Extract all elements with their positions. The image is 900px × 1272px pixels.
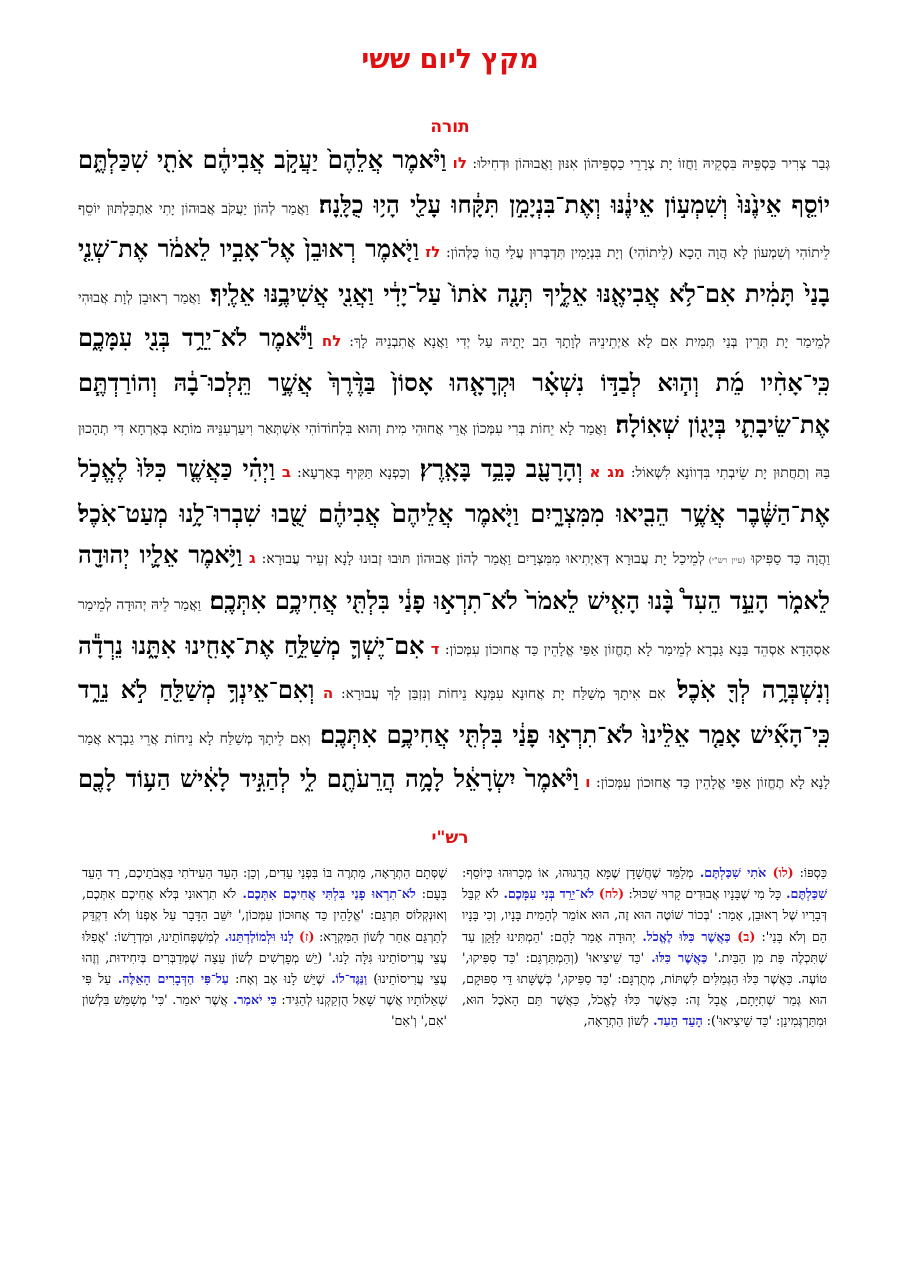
rashi-heading-phrase: לֹא־יֵרֵד בְּנִי עִמָּכֶם.	[498, 886, 594, 902]
rashi-heading-phrase: כַּאֲשֶׁר כִּלּוּ לֶאֱכֹל.	[635, 928, 731, 944]
verse-text: וַיֹּ֤אמֶר רְאוּבֵן֙ אֶל־אָבִ֣יו לֵאמֹ֔ר אֶת־שְׁנֵ֤י בָנַי֙ תָּמִ֔ית אִם־לֹ֥א אֲבִיאֶ֖נּוּ אֵלֶ֑יךָ תְּנָ֤ה אֹתוֹ֙ עַל־יָדִ֔י וַאֲנִ֖י אֲשִׁיבֶ֥נּוּ אֵלֶֽיךָ׃	[78, 234, 830, 308]
reference-note: (עיין רש"י)	[704, 556, 746, 566]
commentary-text: כָּל מִי שֶׁבָּנָיו אֲבוּדִים קָרוּי שַׁכּוּל:	[624, 886, 782, 902]
rashi-heading-phrase: שִׁכַּלְתֶּם.	[781, 886, 827, 902]
verse-number: לח	[313, 332, 342, 351]
targum-text: וַאֲמַר לָא יֵחוֹת בְּרִי עִמְּכוֹן אֲרֵי אֲחוּהִי מִית וְהוּא בִּלְחוֹדוֹהִי אִשְׁתְּאַר וִיעַרְעִנֵּיהּ מוֹתָא בְּאָרְחָא דִּי תְהָכוּן בַּהּ וְתַחֲתוּן יָת שֵׂיבְתִי בִּדְווֹנָא לִשְׁאוֹל:	[78, 420, 830, 482]
verse-text: וַיְהִ֗י כַּאֲשֶׁ֤ר כִּלּוּ֙ לֶאֱכֹ֣ל אֶת־הַשֶּׁ֔בֶר אֲשֶׁ֥ר הֵבִ֖יאוּ מִמִּצְרָ֑יִם וַיֹּ֤אמֶר אֲלֵיהֶם֙ אֲבִיהֶ֔ם שֻׁ֖בוּ שִׁבְרוּ־לָ֥נוּ מְעַט־אֹֽכֶל׃	[78, 454, 830, 528]
commentary-text: לֹא תִרְאוּנִי בְּלֹא אֲחִיכֶם אִתְּכֶם, וְאוּנְקְלוֹס תִּרְגֵּם: 'אֱלָהֵין כַּד אֲחוּכוֹן עִמְּכוֹן,' יִשֵּׁב הַדָּבָר עַל אָפְנוֹ וְלֹא דִקְדֵּק לְתַרְגֵּם אַחַר לְשׁוֹן הַמִּקְרָא:	[82, 886, 447, 944]
rashi-heading-phrase: אֹתִי שִׁכַּלְתֶּם.	[693, 865, 767, 880]
commentary-text: מְלַמֵּד שֶׁחֲשָׁדָן שֶׁמָּא הֲרָגוּהוּ, אוֹ מְכָרוּהוּ כְּיוֹסֵף:	[462, 865, 694, 880]
rashi-heading-phrase: עַל־פִּי הַדְּבָרִים הָאֵלֶּה.	[111, 971, 229, 987]
verse-text: וַיֹּ֕אמֶר לֹא־יֵרֵ֥ד בְּנִ֖י עִמָּכֶ֑ם כִּֽי־אָחִ֨יו מֵ֜ת וְה֧וּא לְבַדּ֣וֹ נִשְׁאָ֗ר וּקְרָאָ֤הוּ אָסוֹן֙ בַּדֶּ֨רֶךְ֙ אֲשֶׁ֣ר תֵּֽלְכוּ־בָ֔הּ וְהוֹרַדְתֶּ֧ם אֶת־שֵׂיבָתִ֛י בְּיָג֖וֹן שְׁאֽוֹלָה׃	[78, 323, 830, 439]
targum-text: לְמֵיכַל יָת עֲבוּרָא דְּאַיְתִיאוּ מִמִּצְרָיִם וַאֲמַר לְהוֹן אֲבוּהוֹן תּוּבוּ זְבוּנוּ לָנָא זְעֵיר עֲבוּרָא:	[255, 551, 705, 568]
rashi-verse-number: (לו)	[766, 865, 794, 880]
verse-number: ד	[424, 639, 440, 658]
verse-text	[78, 809, 830, 810]
verse-text: וְאִם־אֵינְךָ֥ מְשַׁלֵּ֖חַ לֹ֣א נֵרֵ֑ד כִּֽי־הָאִ֞ישׁ אָמַ֤ר אֵלֵ֨ינוּ֙ לֹא־תִרְא֣וּ פָנַ֔י בִּלְתִּ֖י אֲחִיכֶ֥ם אִתְּכֶֽם׃	[78, 675, 830, 749]
rashi-heading-phrase: כִּי יֹאמַר.	[227, 992, 277, 1008]
verse-text: וַיֹּ֥אמֶר אֵלָ֛יו יְהוּדָ֖ה לֵאמֹ֑ר הָעֵ֣ד הֵעִד֩ בָּ֨נוּ הָאִ֤ישׁ לֵאמֹר֙ לֹא־תִרְא֣וּ פָנַ֔י בִּלְתִּ֖י אֲחִיכֶ֥ם אִתְּכֶֽם׃	[78, 540, 830, 615]
rashi-column-right	[462, 862, 827, 1257]
rashi-heading-phrase: לָנוּ וּלְמוֹלַדְתֵּנוּ.	[219, 928, 294, 944]
verse-number: ו	[578, 773, 591, 792]
targum-text: וְכַפְנָא תַּקִּיף בְּאַרְעָא:	[290, 465, 410, 482]
rashi-verse-number: (לח)	[593, 886, 625, 902]
targum-text: וַאֲמַר לְהוֹן יַעֲקֹב אֲבוּהוֹן יָתִי אַתְכֵּלְתּוּן יוֹסֵף לֵיתוֹהִי וְשִׁמְעוֹן לָא הֲוָה הָכָא (לֵיתוֹהִי) וְיָת בִּנְיָמִין תִּדְבְּרוּן עֲלַי הֲווֹ כֻּלְּהוֹן:	[78, 200, 830, 262]
rashi-verse-number: (ז)	[293, 928, 315, 944]
verse-number: מג א	[582, 463, 625, 482]
rashi-heading-phrase: לֹא־תִרְאוּ פָנַי בִּלְתִּי אֲחִיכֶם אִתְּכֶם.	[236, 886, 416, 902]
targum-text: וַאֲמַר לֵיהּ יְהוּדָה לְמֵימַר אַסְהָדָא אַסְהֵד בַּנָא גַּבְרָא לְמֵימַר לָא תֶחֱזוֹן אַפַּי אֱלָהֵין כַּד אֲחוּכוֹן עִמְּכוֹן:	[78, 596, 830, 658]
rashi-heading-phrase: הָעֵד הֵעִד.	[648, 1013, 703, 1029]
torah-heading: תורה	[430, 117, 470, 137]
verse-number: לז	[418, 243, 441, 262]
commentary-text: 'כַּד שֵׁיצִיאוּ' (וְהַמְתַּרְגֵּם: 'כַּד סַפִּיקוּ,' טוֹעֶה. כַּאֲשֶׁר כִּלּוּ הַגְּמַלִּים לִשְׁתּוֹת, מְתֻרְגָּם: 'כַּד סַפִּיקוּ,' כְּשֶׁשָּׁתוּ דֵּי סִפּוּקָם, הוּא גְּמַר שְׁתִיָּתָם, אֲבָל זֶה: כַּאֲשֶׁר כִּלּוּ לֶאֱכֹל, כַּאֲשֶׁר תַּם הָאֹכֶל הוּא, וּמִתַּרְגְּמִינַן: 'כַּד שֵׁיצִיאוּ'):	[462, 949, 827, 1029]
rashi-heading-phrase: וַנַּגֶּד־לוֹ.	[324, 971, 368, 987]
targum-text: וְאִם לֵיתָךְ מְשַׁלַּח לָא נֵיחוֹת אֲרֵי גַבְרָא אֲמַר לָנָא לָא תֶחֱזוֹן אַפַּי אֱלָהֵין כַּד אֲחוּכוֹן עִמְּכוֹן:	[78, 730, 830, 792]
verse-text: וַיֹּ֨אמֶר֙ יִשְׂרָאֵ֔ל לָמָ֥ה הֲרֵעֹתֶ֖ם לִ֑י לְהַגִּ֣יד לָאִ֔ישׁ הַע֥וֹד לָכֶ֖ם	[78, 764, 579, 794]
targum-text: וַאֲמַר רְאוּבֵן לְוָת אֲבוּהִי לְמֵימַר יָת תְּרֵין בְּנַי תְּמִית אִם לָא אַיְתֵינֵיהּ לְוָתָךְ הַב יָתֵיהּ עַל יְדִי וַאֲנָא אֲתִבְנֵיהּ לָךְ:	[78, 289, 830, 351]
commentary-text: כַּסְפּוֹ:	[793, 865, 827, 880]
commentary-text: לֹא קִבֵּל דְּבָרָיו שֶׁל רְאוּבֵן, אָמַר: 'בְּכוֹר שׁוֹטֶה הוּא זֶה, הוּא אוֹמֵר לְהָמִית בָּנָיו, וְכִי בָּנָיו הֵם וְלֹא בָּנַי':	[462, 886, 827, 944]
page-title: מקץ ליום ששי	[361, 44, 539, 75]
targum-text: וַהֲוָה כַּד סַפִּיקוּ	[745, 551, 830, 568]
rashi-column-left	[82, 862, 447, 1257]
verse-number: לו	[446, 154, 467, 172]
commentary-text: לְמִשְׁפְּחוֹתֵינוּ, וּמִדְרָשׁוֹ: 'אֲפִלּוּ עֲצֵי עֲרִיסוֹתֵינוּ גִּלָּה לָנוּ.' (יֵשׁ מְפָרְשִׁים לְשׁוֹן עֵצָה שֶׁמְּדַבְּרִים בְּיִחִידוּת, וְזֶהוּ עֲצֵי עֲרִיסוֹתֵינוּ)	[82, 928, 447, 987]
commentary-text: יְהוּדָה אָמַר לָהֶם: 'הַמְתִּינוּ לַזָּקֵן עַד שֶׁתִּכְלֶה פַּת מִן הַבַּיִת.'	[462, 928, 827, 965]
commentary-text: שֶׁיֵּשׁ לָנוּ אָב וְאָח:	[228, 971, 325, 987]
verse-number: ג	[242, 549, 256, 568]
rashi-heading-phrase: כַּאֲשֶׁר כִּלּוּ.	[644, 949, 708, 965]
verse-number: ב	[275, 463, 291, 482]
rashi-verse-number: (ב)	[730, 928, 756, 944]
commentary-text: אֲשֶׁר יֹאמַר. 'כִּי' מְשַׁמֵּשׁ בִּלְשׁוֹן 'אִם,' וְ'אִם'	[82, 992, 447, 1029]
commentary-text: לְשׁוֹן הַתְרָאָה,	[583, 1013, 649, 1029]
rashi-heading: רש"י	[431, 828, 469, 848]
verse-number: ה	[314, 684, 334, 703]
targum-text: גְּבַר צְרִיר כַּסְפֵּיהּ בִּסְקֵיהּ וַחֲזוֹ יָת צְרָרֵי כַסְפֵּיהוֹן אִנּוּן וַאֲבוּהוֹן וּדְחִילוּ:	[466, 156, 830, 172]
torah-text-block	[78, 140, 830, 810]
commentary-text: שֶׁסְּתָם הַתְרָאָה, מַתְרֶה בּוֹ בִּפְנֵי עֵדִים, וְכֵן: הָעֵד הַעִידֹתִי בַּאֲבֹתֵיכֶם, רַד הָעֵד בָּעָם:	[82, 865, 447, 902]
verse-text: אִם־יֶשְׁךָ֛ מְשַׁלֵּ֥חַ אֶת־אָחִ֖ינוּ אִתָּ֑נוּ נֵרְדָ֕ה וְנִשְׁבְּרָ֥ה לְךָ֖ אֹֽכֶל׃	[78, 630, 830, 705]
targum-text: אִם אִיתָךְ מְשַׁלַּח יָת אֲחוּנָא עִמָּנָא נֵיחוֹת וְנִזְבַּן לָךְ עֲבוּרָא:	[333, 686, 666, 703]
commentary-text: עַל פִּי שְׁאֵלוֹתָיו אֲשֶׁר שָׁאַל הֻזְקַקְנוּ לְהַגִּיד:	[82, 971, 447, 1008]
verse-text: וְהָרָעָ֖ב כָּבֵ֥ד בָּאָֽרֶץ׃	[409, 454, 583, 484]
verse-text: וַיֹּ֨אמֶר אֲלֵהֶם֙ יַעֲקֹ֣ב אֲבִיהֶ֔ם אֹתִ֖י שִׁכַּלְתֶּ֑ם יוֹסֵ֤ף אֵינֶ֙נּוּ֙ וְשִׁמְע֣וֹן אֵינֶ֔נּוּ וְאֶת־בִּנְיָמִ֣ן תִּקָּ֔חוּ עָלַ֖י הָי֥וּ כֻלָּֽנָה׃	[78, 145, 830, 219]
